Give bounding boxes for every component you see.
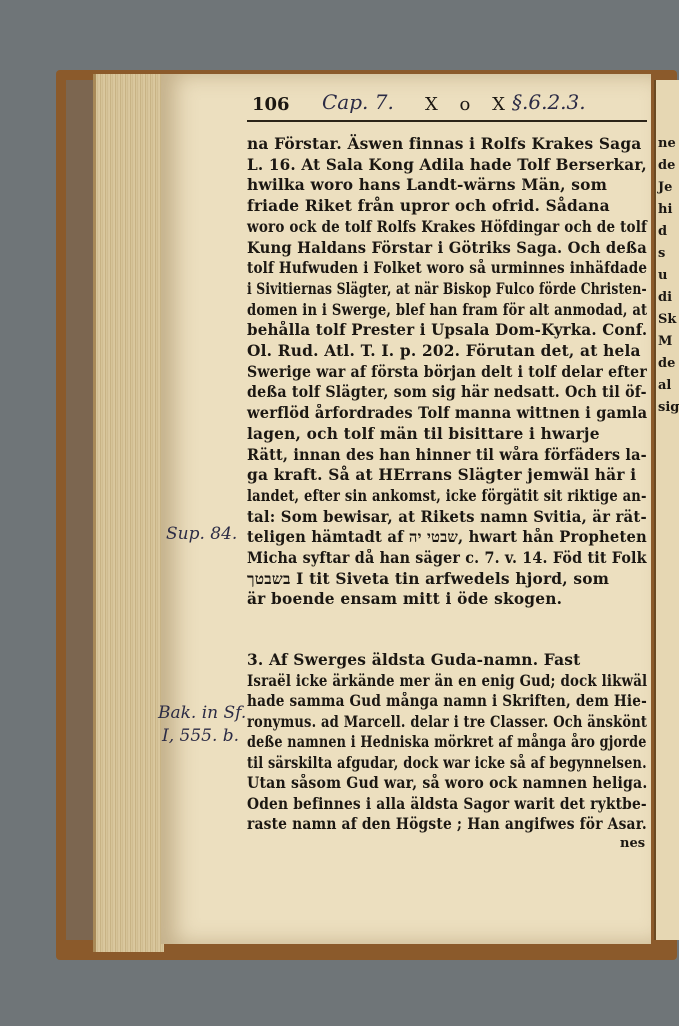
text-line: ronymus. ad Marcell. delar i tre Classer. Och änskönt: [247, 712, 648, 731]
text-line: werflöd årfordrades Tolf manna wittnen i gamla: [247, 404, 648, 423]
header-ornament: X o X: [425, 94, 513, 115]
text-line: domen in i Swerge, blef han fram för alt anmodad, at: [247, 300, 648, 319]
next-page-fragment: ne: [658, 136, 676, 151]
text-line: Oden befinnes i alla äldsta Sagor warit det ryktbe-: [247, 794, 647, 813]
text-line: Kung Haldans Förstar i Götriks Saga. Och deßa: [247, 238, 647, 257]
text-line: Micha syftar då han säger c. 7. v. 14. Föd tit Folk: [247, 549, 647, 567]
text-line: raste namn af den Högste ; Han angifwes för Asar.: [247, 815, 647, 833]
text-line: i Sivitiernas Slägter, at när Biskop Fulco förde Christen-: [247, 279, 647, 298]
text-line: til särskilta afgudar, dock war icke så af begynnelsen.: [247, 753, 647, 772]
text-line: ga kraft. Så at HErrans Slägter jemwäl här i: [247, 466, 637, 485]
next-page-fragment: sig: [658, 400, 679, 415]
next-page-fragment: Sk: [658, 312, 677, 327]
text-line: 3. Af Swerges äldsta Guda-namn. Fast: [247, 651, 581, 669]
page-edges: [93, 74, 164, 952]
text-line: teligen hämtadt af שבטי יה, hwart hån Propheten: [247, 528, 647, 547]
next-page-fragment: de: [658, 158, 676, 173]
text-line: hwilka woro hans Landt-wärns Män, som: [247, 176, 608, 195]
margin-note: Bak. in Sf.: [158, 703, 247, 723]
text-line: woro ock de tolf Rolfs Krakes Höfdingar och de tolf: [247, 217, 648, 236]
next-page-fragment: al: [658, 378, 672, 393]
text-line: deße namnen i Hedniska mörkret af många åro gjorde: [247, 733, 647, 751]
text-line: tal: Som bewisar, at Rikets namn Svitia, är rät-: [247, 507, 647, 526]
handwritten-section: §.6.2.3.: [512, 90, 586, 114]
margin-note: I, 555. b.: [162, 726, 240, 746]
text-line: na Förstar. Äswen finnas i Rolfs Krakes Saga: [247, 135, 642, 153]
text-line: landet, efter sin ankomst, icke förgätit sit riktige an-: [247, 486, 647, 505]
text-line: Israël icke ärkände mer än en enig Gud; dock likwäl: [247, 671, 648, 690]
text-line: tolf Hufwuden i Folket woro så urminnes inhäfdade: [247, 259, 648, 278]
text-line: Ol. Rud. Atl. T. I. p. 202. Förutan det, at hela: [247, 342, 641, 360]
text-line: friade Riket från upror och ofrid. Sådana: [247, 197, 610, 216]
text-line: Rätt, innan des han hinner til wåra förfäders la-: [247, 445, 647, 464]
next-page-fragment: hi: [658, 202, 673, 217]
next-page-fragment: M: [658, 334, 673, 349]
text-line: är boende ensam mitt i öde skogen.: [247, 590, 563, 609]
handwritten-chapter: Cap. 7.: [322, 90, 394, 114]
text-line: Swerige war af första början delt i tolf delar efter: [247, 362, 647, 381]
next-page-fragment: di: [658, 290, 673, 305]
margin-note: Sup. 84.: [166, 524, 238, 544]
text-line: בשבטך I tit Siveta tin arfwedels hjord, som: [247, 569, 610, 588]
next-page-fragment: Je: [658, 180, 673, 195]
catchword: nes: [620, 836, 646, 851]
next-page-fragment: s: [658, 246, 666, 261]
header-rule: [247, 120, 647, 122]
text-line: behålla tolf Prester i Upsala Dom-Kyrka. Conf.: [247, 321, 648, 340]
text-line: L. 16. At Sala Kong Adila hade Tolf Berserkar,: [247, 155, 647, 174]
text-line: hade samma Gud många namn i Skriften, dem Hie-: [247, 692, 647, 710]
endpaper: [66, 80, 94, 940]
next-page-fragment: de: [658, 356, 676, 371]
text-line: Utan såsom Gud war, så woro ock namnen heliga.: [247, 774, 648, 792]
text-line: lagen, och tolf män til bisittare i hwarje: [247, 424, 600, 443]
text-line: deßa tolf Slägter, som sig här nedsatt. Och til öf-: [247, 383, 647, 402]
page-number: 106: [252, 94, 290, 115]
next-page-fragment: u: [658, 268, 668, 283]
next-page-fragment: d: [658, 224, 668, 239]
right-page-edge: [654, 80, 679, 940]
